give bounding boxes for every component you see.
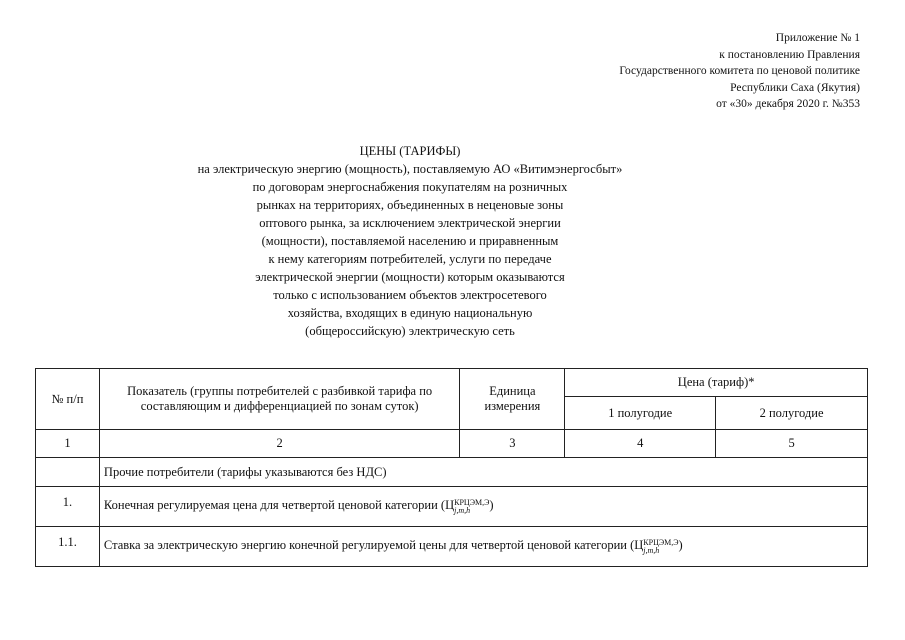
row-num: 1.	[36, 487, 100, 527]
column-number-row	[36, 430, 868, 458]
title-line: по договорам энергоснабжения покупателям на розничных	[252, 180, 568, 194]
title-line: только с использованием объектов электросетевого	[273, 288, 547, 302]
symbol-letter: Ц	[445, 498, 455, 513]
header-half2: 2 полугодие	[716, 397, 868, 430]
col-number: 3	[460, 430, 565, 458]
col-number: 5	[716, 430, 868, 458]
title-line: электрической энергии (мощности) которым оказываются	[255, 270, 565, 284]
title-line: оптового рынка, за исключением электрической энергии	[259, 216, 561, 230]
header-num: № п/п	[36, 369, 100, 430]
table-row	[36, 458, 868, 487]
header-line: Государственного комитета по ценовой политике	[619, 65, 860, 77]
symbol-letter: Ц	[634, 538, 644, 553]
title-line: (общероссийскую) электрическую сеть	[305, 324, 515, 338]
col-number: 2	[99, 430, 459, 458]
row-num	[36, 458, 100, 487]
row-text: Ставка за электрическую энергию конечной регулируемой цены для четвертой ценовой категории (	[103, 538, 635, 553]
header-indicator: Показатель (группы потребителей с разбивкой тарифа по составляющим и дифференциацией по зонам суток)	[99, 369, 459, 430]
title-line: хозяйства, входящих в единую национальную	[287, 306, 533, 320]
title-line: к нему категориям потребителей, услуги по передаче	[268, 252, 552, 266]
row-close: )	[678, 538, 683, 553]
row-text: Конечная регулируемая цена для четвертой ценовой категории (	[103, 498, 446, 513]
header-line: Республики Саха (Якутия)	[730, 81, 860, 94]
title-line: на электрическую энергию (мощность), поставляемую АО «Витимэнергосбыт»	[197, 162, 623, 176]
header-line: к постановлению Правления	[719, 48, 860, 61]
symbol-superscript: КРЦЭМ,Э	[643, 537, 679, 547]
row-text-cell	[99, 527, 867, 567]
tariff-table	[35, 368, 868, 567]
header-line: Приложение № 1	[775, 32, 860, 44]
symbol-subscript: j,m,h	[643, 545, 660, 555]
symbol-subscript: j,m,h	[454, 505, 471, 515]
document-title	[160, 142, 660, 340]
table-row	[36, 527, 868, 567]
header-half1: 1 полугодие	[565, 397, 716, 430]
price-symbol	[634, 537, 679, 555]
appendix-header	[619, 30, 860, 113]
header-unit: Единица измерения	[460, 369, 565, 430]
row-text-cell	[99, 487, 867, 527]
row-close: )	[489, 498, 494, 513]
title-line: рынках на территориях, объединенных в неценовые зоны	[256, 198, 564, 212]
row-num: 1.1.	[36, 527, 100, 567]
row-text: Прочие потребители (тарифы указываются без НДС)	[99, 458, 867, 487]
header-line: от «30» декабря 2020 г. №353	[716, 98, 860, 110]
table-header-row	[36, 369, 868, 397]
col-number: 4	[565, 430, 716, 458]
title-line: (мощности), поставляемой населению и приравненным	[261, 234, 559, 248]
col-number: 1	[36, 430, 100, 458]
table-row	[36, 487, 868, 527]
symbol-superscript: КРЦЭМ,Э	[454, 497, 490, 507]
title-line: ЦЕНЫ (ТАРИФЫ)	[359, 144, 461, 158]
header-price: Цена (тариф)*	[565, 369, 868, 397]
price-symbol	[445, 497, 490, 515]
